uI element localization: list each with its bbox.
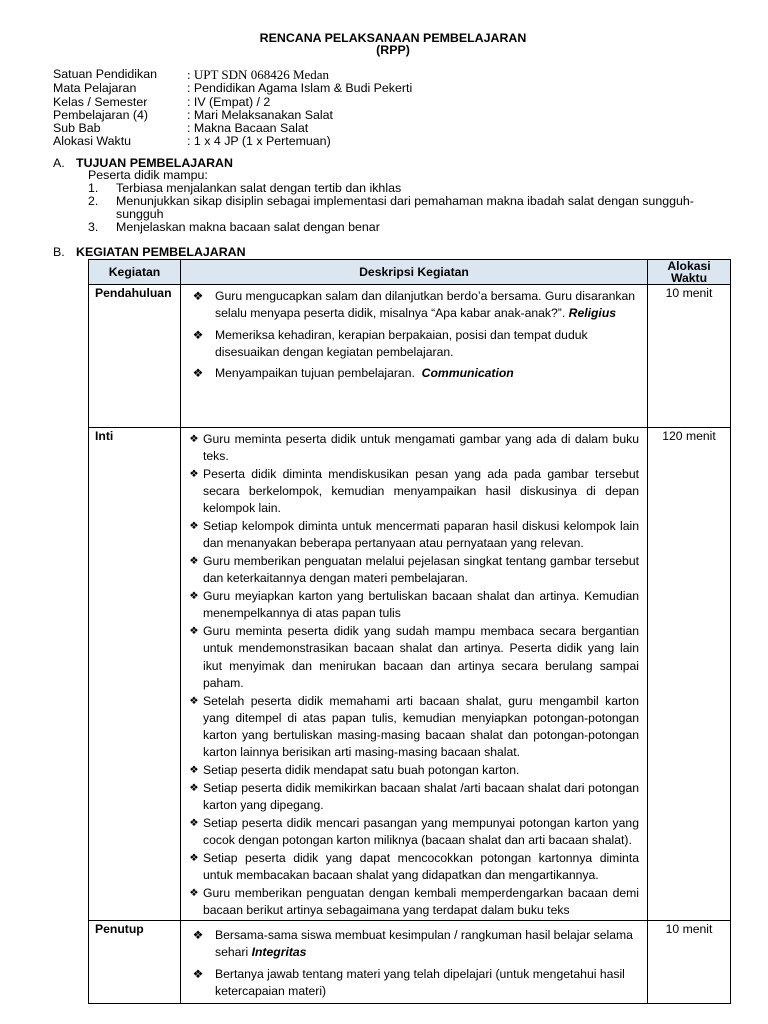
item-text: Memeriksa kehadiran, kerapian berpakaian, posisi dan tempat duduk disesuaikan dengan kegiatan pembelajaran. (215, 328, 588, 359)
bullet-icon: ❖ (192, 366, 204, 380)
bullet-icon: ❖ (192, 927, 204, 942)
objective-text: Menunjukkan sikap disiplin sebagai implementasi dari pemahaman makna ibadah salat dengan sungguh-sungguh (116, 194, 694, 221)
info-label: Satuan Pendidikan (53, 67, 158, 81)
section-title: KEGIATAN PEMBELAJARAN (76, 245, 246, 259)
list-item (181, 780, 647, 814)
objective-item (88, 182, 708, 195)
item-text: Setiap peserta didik mendapat satu buah potongan karton. (203, 763, 520, 778)
list-item (181, 466, 647, 518)
alokasi-cell: 10 menit (648, 920, 731, 1003)
info-label: Mata Pelajaran (53, 81, 137, 96)
list-item (181, 588, 647, 622)
item-text: Setiap kelompok diminta untuk mencermati paparan hasil diskusi kelompok lain dan menanyakan beberapa pertanyaan atau pernyataan yang relevan. (203, 519, 639, 551)
info-label: Sub Bab (53, 121, 101, 136)
objectives-list (88, 182, 708, 234)
header-kegiatan: Kegiatan (89, 260, 181, 285)
list-item (181, 288, 647, 322)
table-row-penutup (89, 920, 731, 1003)
bullet-icon: ❖ (189, 764, 199, 777)
bullet-icon: ❖ (189, 468, 199, 480)
info-value: : Makna Bacaan Salat (187, 121, 309, 136)
item-text: Menyampaikan tujuan pembelajaran. (215, 366, 415, 380)
info-row (53, 135, 412, 148)
item-text: Bertanya jawab tentang materi yang telah dipelajari (untuk mengetahui hasil ketercapaian materi) (215, 966, 625, 998)
section-title: TUJUAN PEMBELAJARAN (76, 156, 233, 170)
table-header-row (89, 260, 731, 285)
objective-number: 2. (88, 194, 99, 208)
character-tag: Communication (421, 366, 514, 380)
bullet-icon: ❖ (189, 555, 199, 568)
deskripsi-cell (181, 285, 648, 428)
bullet-icon: ❖ (189, 694, 199, 707)
item-text: Guru memberikan penguatan melalui pejelasan singkat tentang gambar tersebut dan keterkaitannya dengan materi pembelajaran. (203, 554, 639, 586)
info-label: Pembelajaran (4) (53, 107, 149, 122)
bullet-icon: ❖ (189, 590, 199, 603)
bullet-icon: ❖ (192, 328, 204, 342)
item-text: Guru meyiapkan karton yang bertuliskan bacaan shalat dan artinya. Kemudian menempelkannya di atas papan tulis (203, 589, 639, 621)
list-item (181, 623, 647, 692)
bullet-icon: ❖ (189, 781, 199, 794)
info-value: : UPT SDN 068426 Medan (187, 67, 330, 82)
list-item (181, 815, 647, 849)
kegiatan-cell: Penutup (89, 920, 181, 1003)
header-alokasi: Alokasi Waktu (648, 260, 731, 285)
objectives-intro: Peserta didik mampu: (88, 168, 208, 182)
list-item (181, 850, 647, 884)
item-text: Guru mengucapkan salam dan dilanjutkan berdo’a bersama. Guru disarankan selalu menyapa peserta didik, misalnya “Apa kabar anak-anak?”. (215, 289, 636, 320)
character-tag: Integritas (251, 944, 307, 959)
info-row (53, 96, 412, 109)
objective-number: 3. (88, 219, 99, 234)
bullet-icon: ❖ (192, 966, 204, 981)
objective-item (88, 221, 708, 234)
document-subtitle: (RPP) (376, 43, 410, 57)
list-item (181, 553, 647, 587)
item-text: Setelah peserta didik memahami arti bacaan shalat, guru mengambil karton yang ditempel di atas papan tulis, kemudian menyiapkan potongan-potongan karton yang bertuliskan masing-masing bacaan shalat dan potongan-potongan karton lainnya berisikan arti masing-masing bacaan shalat. (203, 693, 639, 760)
objective-number: 1. (88, 181, 99, 195)
list-item (181, 431, 647, 465)
bullet-icon: ❖ (189, 625, 199, 638)
character-tag: Religius (568, 306, 617, 320)
list-item (181, 693, 647, 762)
section-b-heading (53, 245, 246, 259)
list-item (181, 327, 647, 361)
table-row-inti (89, 428, 731, 921)
kegiatan-cell: Inti (89, 428, 181, 921)
list-item (181, 762, 647, 779)
item-text: Setiap peserta didik yang dapat mencocokkan potongan kartonnya diminta untuk membacakan bacaan shalat yang didapatkan dan mengartikannya. (203, 850, 639, 883)
item-text: Setiap peserta didik mencari pasangan yang mempunyai potongan karton yang cocok dengan potongan karton miliknya (bacaan shalat dan arti bacaan shalat). (203, 815, 639, 848)
bullet-icon: ❖ (189, 433, 199, 445)
objective-text: Menjelaskan makna bacaan salat dengan benar (116, 219, 380, 234)
item-text: Peserta didik diminta mendiskusikan pesan yang ada pada gambar tersebut secara berkelompok, kemudian menyampaikan hasil diskusinya di depan kelompok lain. (203, 467, 639, 516)
deskripsi-cell (181, 920, 648, 1003)
list-item (181, 885, 647, 919)
info-row (53, 109, 412, 122)
info-value: : Mari Melaksanakan Salat (187, 107, 334, 122)
objective-text: Terbiasa menjalankan salat dengan tertib dan ikhlas (116, 181, 402, 195)
document-title: RENCANA PELAKSANAAN PEMBELAJARAN (259, 31, 527, 45)
info-row (53, 122, 412, 135)
section-letter: B. (53, 245, 65, 259)
bullet-icon: ❖ (189, 886, 199, 899)
list-item (181, 365, 647, 382)
deskripsi-cell (181, 428, 648, 921)
item-text: Guru meminta peserta didik untuk mengamati gambar yang ada di dalam buku teks. (203, 432, 639, 464)
item-text: Guru memberikan penguatan dengan kembali memperdengarkan bacaan demi bacaan berikut artinya sebagaimana yang terdapat dalam buku teks (203, 885, 639, 918)
info-row (53, 68, 412, 82)
info-label: Kelas / Semester (53, 94, 148, 109)
bullet-icon: ❖ (189, 816, 199, 829)
alokasi-cell: 120 menit (648, 428, 731, 921)
info-value: : IV (Empat) / 2 (187, 94, 271, 109)
section-letter: A. (53, 156, 65, 170)
item-text: Setiap peserta didik memikirkan bacaan shalat /arti bacaan shalat dari potongan karton yang dipegang. (203, 780, 639, 813)
objective-item (88, 195, 708, 220)
info-row (53, 82, 412, 95)
list-item (181, 966, 647, 1000)
bullet-icon: ❖ (189, 851, 199, 864)
item-text: Guru meminta peserta didik yang sudah mampu membaca secara bergantian untuk mendemonstrasikan bacaan shalat dan artinya. Peserta didik yang lain ikut menyimak dan menirukan bacaan dan artinya secara berulang sampai paham. (203, 624, 639, 690)
bullet-icon: ❖ (192, 289, 204, 303)
info-value: : Pendidikan Agama Islam & Budi Pekerti (187, 81, 413, 96)
info-label: Alokasi Waktu (53, 134, 132, 149)
table-row-pendahuluan (89, 285, 731, 428)
bullet-icon: ❖ (189, 520, 199, 533)
list-item (181, 518, 647, 552)
alokasi-cell: 10 menit (648, 285, 731, 428)
header-deskripsi: Deskripsi Kegiatan (181, 260, 648, 285)
item-text: Bersama-sama siswa membuat kesimpulan / rangkuman hasil belajar selama sehari (215, 927, 633, 959)
info-value: : 1 x 4 JP (1 x Pertemuan) (187, 134, 331, 149)
list-item (181, 927, 647, 961)
identity-block (53, 68, 412, 149)
kegiatan-cell: Pendahuluan (89, 285, 181, 428)
activities-table (88, 259, 731, 1004)
